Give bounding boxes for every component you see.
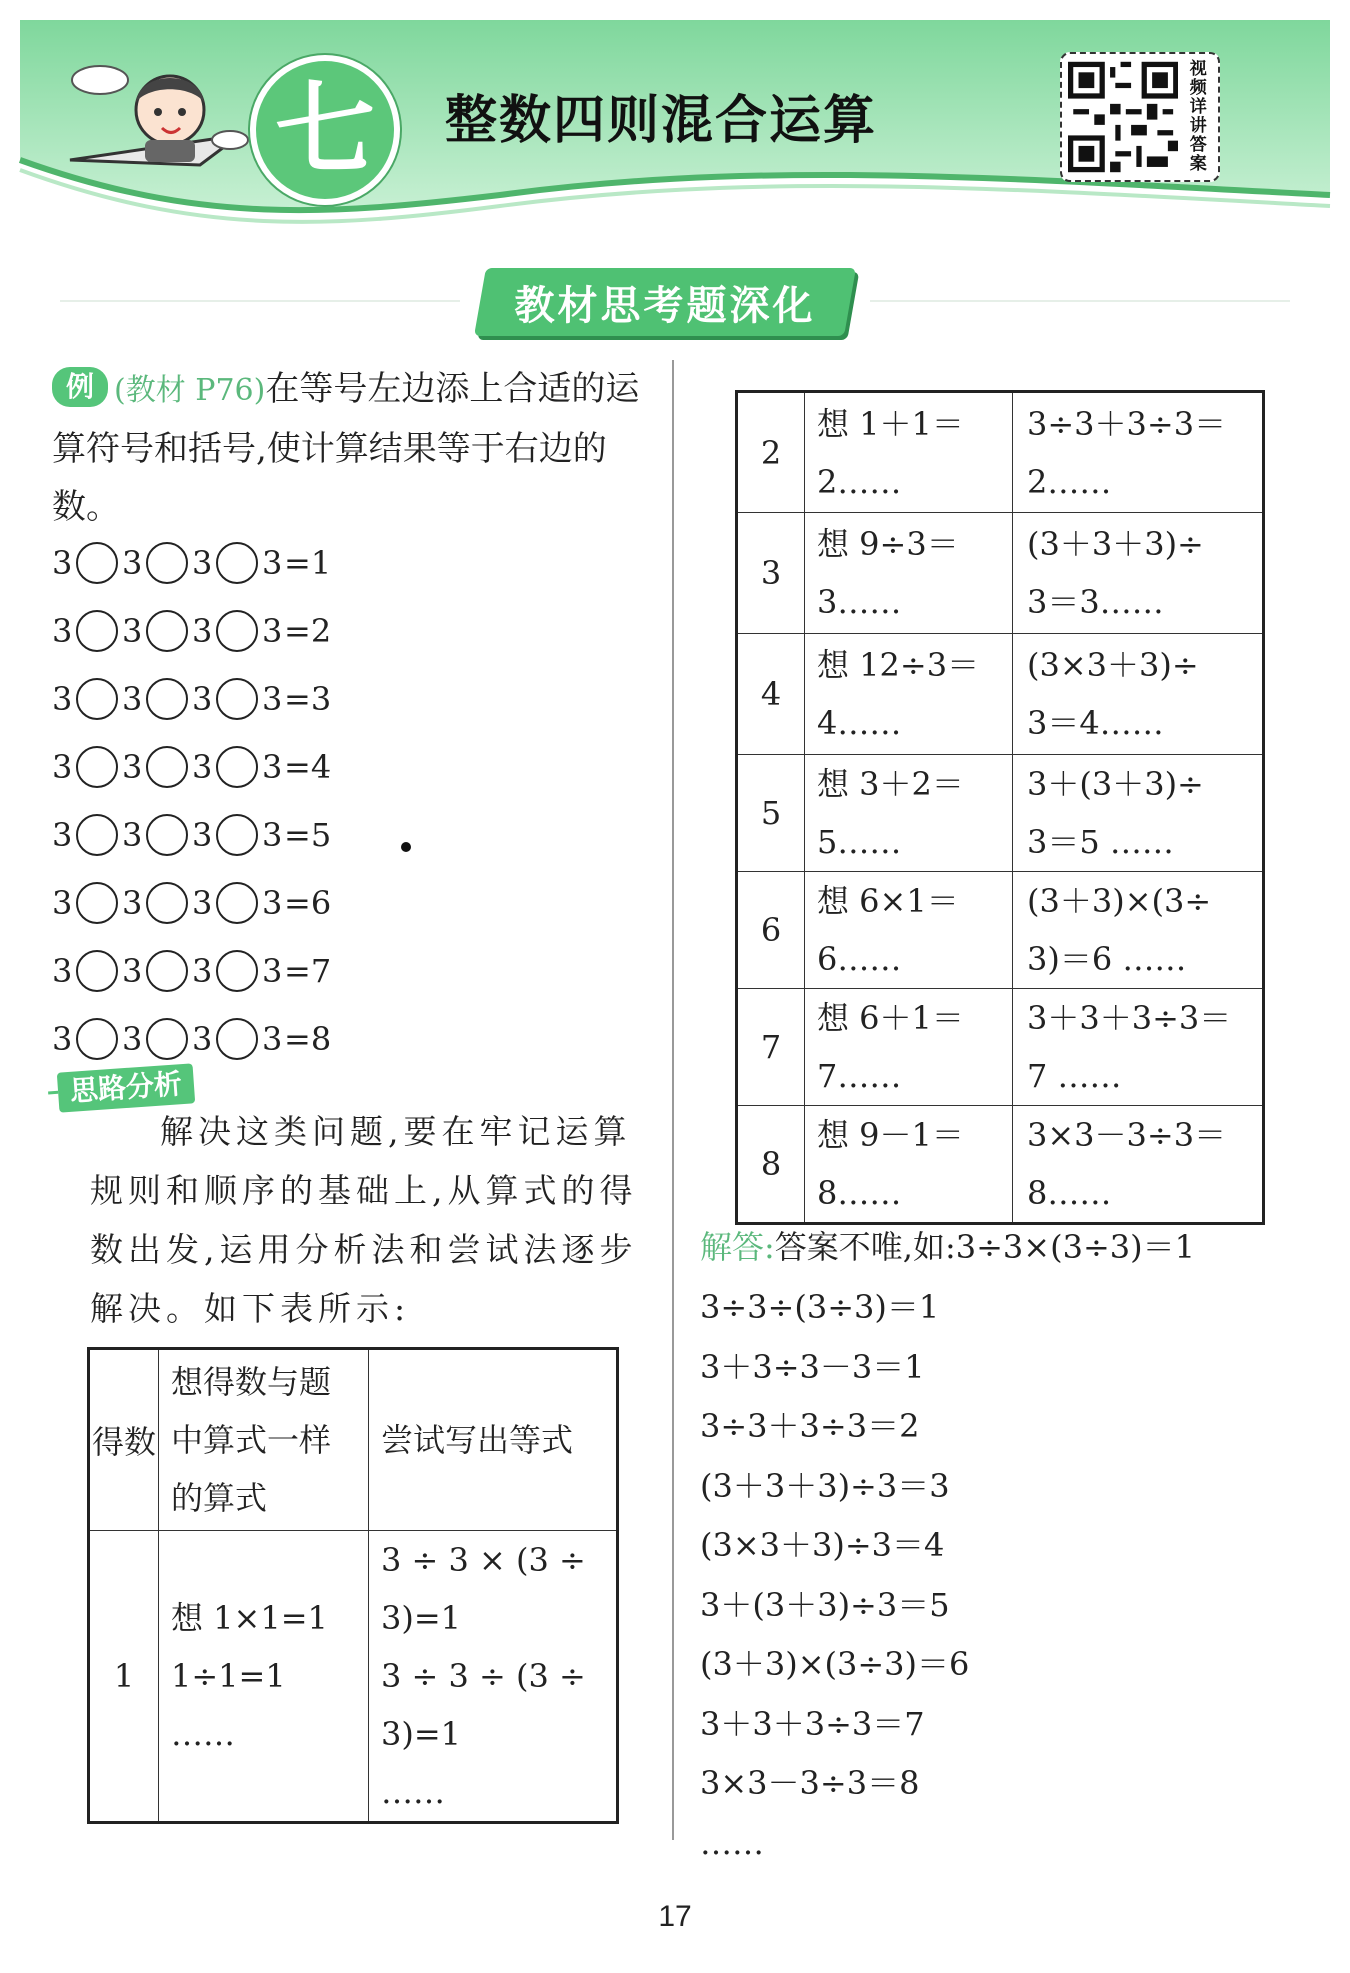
cell-result: 5: [737, 755, 805, 872]
cell-result: 2: [737, 392, 805, 513]
cell-think: [805, 1106, 1013, 1224]
cell-think: [805, 989, 1013, 1106]
answer-line: 3＋(3＋3)÷3＝5: [700, 1585, 950, 1624]
think-line: 2……: [817, 462, 902, 501]
operand: 3: [262, 952, 283, 990]
operand: 3: [262, 748, 283, 786]
try-line: 3＝3……: [1027, 583, 1164, 621]
operand: 3: [192, 952, 213, 990]
cell-try: [1013, 755, 1264, 872]
equation-result: =2: [284, 612, 332, 650]
think-line: 想 6×1＝: [817, 882, 959, 920]
table-row: [737, 755, 1264, 872]
operator-blank-circle[interactable]: [76, 610, 118, 652]
equation-row: [52, 1016, 331, 1062]
equation-result: =8: [284, 1020, 332, 1058]
operator-blank-circle[interactable]: [76, 746, 118, 788]
think-line: 想 9÷3＝: [817, 525, 959, 563]
page-number: 17: [658, 1900, 692, 1933]
header-result: 得数: [89, 1349, 159, 1531]
operand: 3: [262, 612, 283, 650]
think-line: 想 3＋2＝: [817, 765, 964, 803]
think-line: 4……: [817, 704, 902, 742]
operator-blank-circle[interactable]: [146, 1018, 188, 1060]
operator-blank-circle[interactable]: [216, 814, 258, 856]
operator-blank-circle[interactable]: [146, 814, 188, 856]
section-title: 教材思考题深化: [514, 282, 816, 329]
equation-row: [52, 812, 331, 858]
operator-blank-circle[interactable]: [146, 882, 188, 924]
operand: 3: [192, 748, 213, 786]
operand: 3: [262, 816, 283, 854]
cell-try: [1013, 872, 1264, 989]
qr-label: 视频详讲答案: [1189, 59, 1207, 174]
operator-blank-circle[interactable]: [216, 746, 258, 788]
equation-result: =5: [284, 816, 332, 854]
equation-row: [52, 540, 331, 586]
chapter-title: 整数四则混合运算: [445, 91, 878, 151]
table-row: [737, 989, 1264, 1106]
page-header: [0, 0, 1350, 250]
operand: 3: [122, 680, 143, 718]
answer-first-line: [700, 1218, 1300, 1276]
example-prompt: [52, 360, 652, 536]
operand: 3: [52, 544, 73, 582]
cell-think: 想 1×1=1 1÷1=1 ……: [159, 1531, 369, 1823]
analysis-tag: 思路分析: [57, 1063, 195, 1112]
equation-result: =4: [284, 748, 332, 786]
strategy-table-1: [87, 1347, 619, 1824]
cell-think: [805, 634, 1013, 755]
operator-blank-circle[interactable]: [216, 882, 258, 924]
try-line: 3)＝6 ……: [1027, 940, 1187, 978]
example-prompt-text: 在等号左边添上合适的运算符号和括号,使计算结果等于右边的数。: [52, 369, 640, 527]
analysis-body: 解决这类问题,要在牢记运算规则和顺序的基础上,从算式的得数出发,运用分析法和尝试法逐步解决。如下表所示:: [90, 1112, 638, 1328]
answer-line: (3＋3＋3)÷3＝3: [700, 1466, 950, 1505]
operand: 3: [192, 1020, 213, 1058]
banner-rule-right: [870, 300, 1290, 302]
cell-result: 8: [737, 1106, 805, 1224]
cell-result: 7: [737, 989, 805, 1106]
try-line: 3＝4……: [1027, 704, 1164, 742]
operand: 3: [122, 1020, 143, 1058]
cell-try: [1013, 634, 1264, 755]
operator-blank-circle[interactable]: [216, 950, 258, 992]
operand: 3: [52, 748, 73, 786]
operand: 3: [192, 612, 213, 650]
table-row: [737, 872, 1264, 989]
operator-blank-circle[interactable]: [76, 678, 118, 720]
equation-result: =7: [284, 952, 332, 990]
try-line: 3÷3＋3÷3＝: [1027, 404, 1227, 443]
table-header-row: [89, 1349, 618, 1531]
table-row: [737, 1106, 1264, 1224]
textbook-reference: (教材 P76): [114, 373, 266, 408]
operand: 3: [122, 748, 143, 786]
example-tag: 例: [52, 367, 108, 407]
cell-try: [1013, 392, 1264, 513]
table-row: [737, 392, 1264, 513]
operand: 3: [52, 612, 73, 650]
answer-line: 3＋3÷3－3＝1: [700, 1347, 925, 1386]
cell-try: [1013, 1106, 1264, 1224]
cell-result: 4: [737, 634, 805, 755]
try-line: (3＋3)×(3÷: [1027, 882, 1212, 920]
answer-line: 3÷3＋3÷3＝2: [700, 1407, 920, 1445]
operator-blank-circle[interactable]: [76, 814, 118, 856]
analysis-text: [90, 1102, 650, 1338]
cell-try: [1013, 513, 1264, 634]
operand: 3: [192, 816, 213, 854]
try-line: (3×3＋3)÷: [1027, 646, 1199, 684]
operand: 3: [262, 680, 283, 718]
qr-code-icon: [1068, 61, 1178, 173]
try-line: 3＋(3＋3)÷: [1027, 765, 1204, 803]
try-line: 3×3－3÷3＝: [1027, 1116, 1227, 1154]
try-line: 8……: [1027, 1174, 1112, 1212]
table-row: [737, 513, 1264, 634]
table-row: [737, 634, 1264, 755]
answer-label: 解答:: [700, 1228, 775, 1266]
think-line: 想 12÷3＝: [817, 646, 980, 684]
operator-blank-circle[interactable]: [146, 542, 188, 584]
operand: 3: [192, 884, 213, 922]
try-line: (3＋3＋3)÷: [1027, 525, 1204, 563]
operator-blank-circle[interactable]: [146, 610, 188, 652]
operator-blank-circle[interactable]: [146, 746, 188, 788]
operand: 3: [262, 544, 283, 582]
try-line: 7 ……: [1027, 1057, 1122, 1095]
operand: 3: [192, 680, 213, 718]
think-line: 3……: [817, 583, 902, 621]
operator-blank-circle[interactable]: [146, 950, 188, 992]
operator-blank-circle[interactable]: [76, 882, 118, 924]
think-line: 想 6＋1＝: [817, 999, 964, 1037]
operand: 3: [262, 884, 283, 922]
stray-dot: [401, 842, 411, 852]
qr-code-box[interactable]: [1060, 52, 1220, 182]
table-row: [89, 1531, 618, 1823]
answer-line: 3÷3÷(3÷3)＝1: [700, 1288, 940, 1326]
column-divider: [672, 360, 674, 1840]
think-line: 7……: [817, 1057, 902, 1095]
think-line: 想 9－1＝: [817, 1116, 964, 1154]
operand: 3: [52, 816, 73, 854]
operand: 3: [122, 952, 143, 990]
operand: 3: [122, 884, 143, 922]
operator-blank-circle[interactable]: [216, 678, 258, 720]
strategy-table-2: [735, 390, 1265, 1225]
equation-result: =1: [284, 544, 332, 582]
header-think: 想得数与题中算式一样的算式: [159, 1349, 369, 1531]
answer-line: 3＋3＋3÷3＝7: [700, 1704, 925, 1743]
think-line: 6……: [817, 940, 902, 978]
operator-blank-circle[interactable]: [216, 542, 258, 584]
banner-rule-left: [60, 300, 460, 302]
think-line: 5……: [817, 823, 902, 861]
equation-row: [52, 948, 331, 994]
operand: 3: [122, 544, 143, 582]
think-line: 想 1＋1＝: [817, 404, 964, 443]
cell-think: [805, 513, 1013, 634]
operand: 3: [262, 1020, 283, 1058]
cell-think: [805, 392, 1013, 513]
operand: 3: [122, 816, 143, 854]
cell-think: [805, 755, 1013, 872]
equation-result: =6: [284, 884, 332, 922]
cell-result: 1: [89, 1531, 159, 1823]
cell-think: [805, 872, 1013, 989]
answer-line: 3×3－3÷3＝8: [700, 1764, 920, 1802]
equation-row: [52, 744, 331, 790]
answer-line: (3＋3)×(3÷3)＝6: [700, 1645, 970, 1683]
equation-result: =3: [284, 680, 332, 718]
operator-blank-circle[interactable]: [76, 542, 118, 584]
operator-blank-circle[interactable]: [76, 950, 118, 992]
answer-intro: 答案不唯,如:3÷3×(3÷3)＝1: [774, 1228, 1195, 1266]
operator-blank-circle[interactable]: [216, 610, 258, 652]
operand: 3: [52, 884, 73, 922]
operand: 3: [122, 612, 143, 650]
operand: 3: [52, 952, 73, 990]
answer-line: ……: [700, 1823, 764, 1862]
section-banner: [480, 268, 850, 336]
think-line: 8……: [817, 1174, 902, 1212]
equation-row: [52, 676, 331, 722]
cell-result: 6: [737, 872, 805, 989]
cell-result: 3: [737, 513, 805, 634]
operator-blank-circle[interactable]: [146, 678, 188, 720]
equation-row: [52, 880, 331, 926]
equation-row: [52, 608, 331, 654]
operand: 3: [52, 1020, 73, 1058]
operand: 3: [192, 544, 213, 582]
try-line: 2……: [1027, 462, 1112, 501]
operator-blank-circle[interactable]: [216, 1018, 258, 1060]
header-try: 尝试写出等式: [369, 1349, 618, 1531]
try-line: 3＋3＋3÷3＝: [1027, 999, 1232, 1037]
chapter-number-badge: 七: [250, 55, 400, 205]
operator-blank-circle[interactable]: [76, 1018, 118, 1060]
cell-try: [1013, 989, 1264, 1106]
mascot-illustration: [60, 40, 250, 190]
try-line: 3＝5 ……: [1027, 823, 1174, 861]
cell-try: 3 ÷ 3 × (3 ÷ 3)=1 3 ÷ 3 ÷ (3 ÷ 3)=1 ……: [369, 1531, 618, 1823]
answer-line: (3×3＋3)÷3＝4: [700, 1526, 945, 1564]
operand: 3: [52, 680, 73, 718]
